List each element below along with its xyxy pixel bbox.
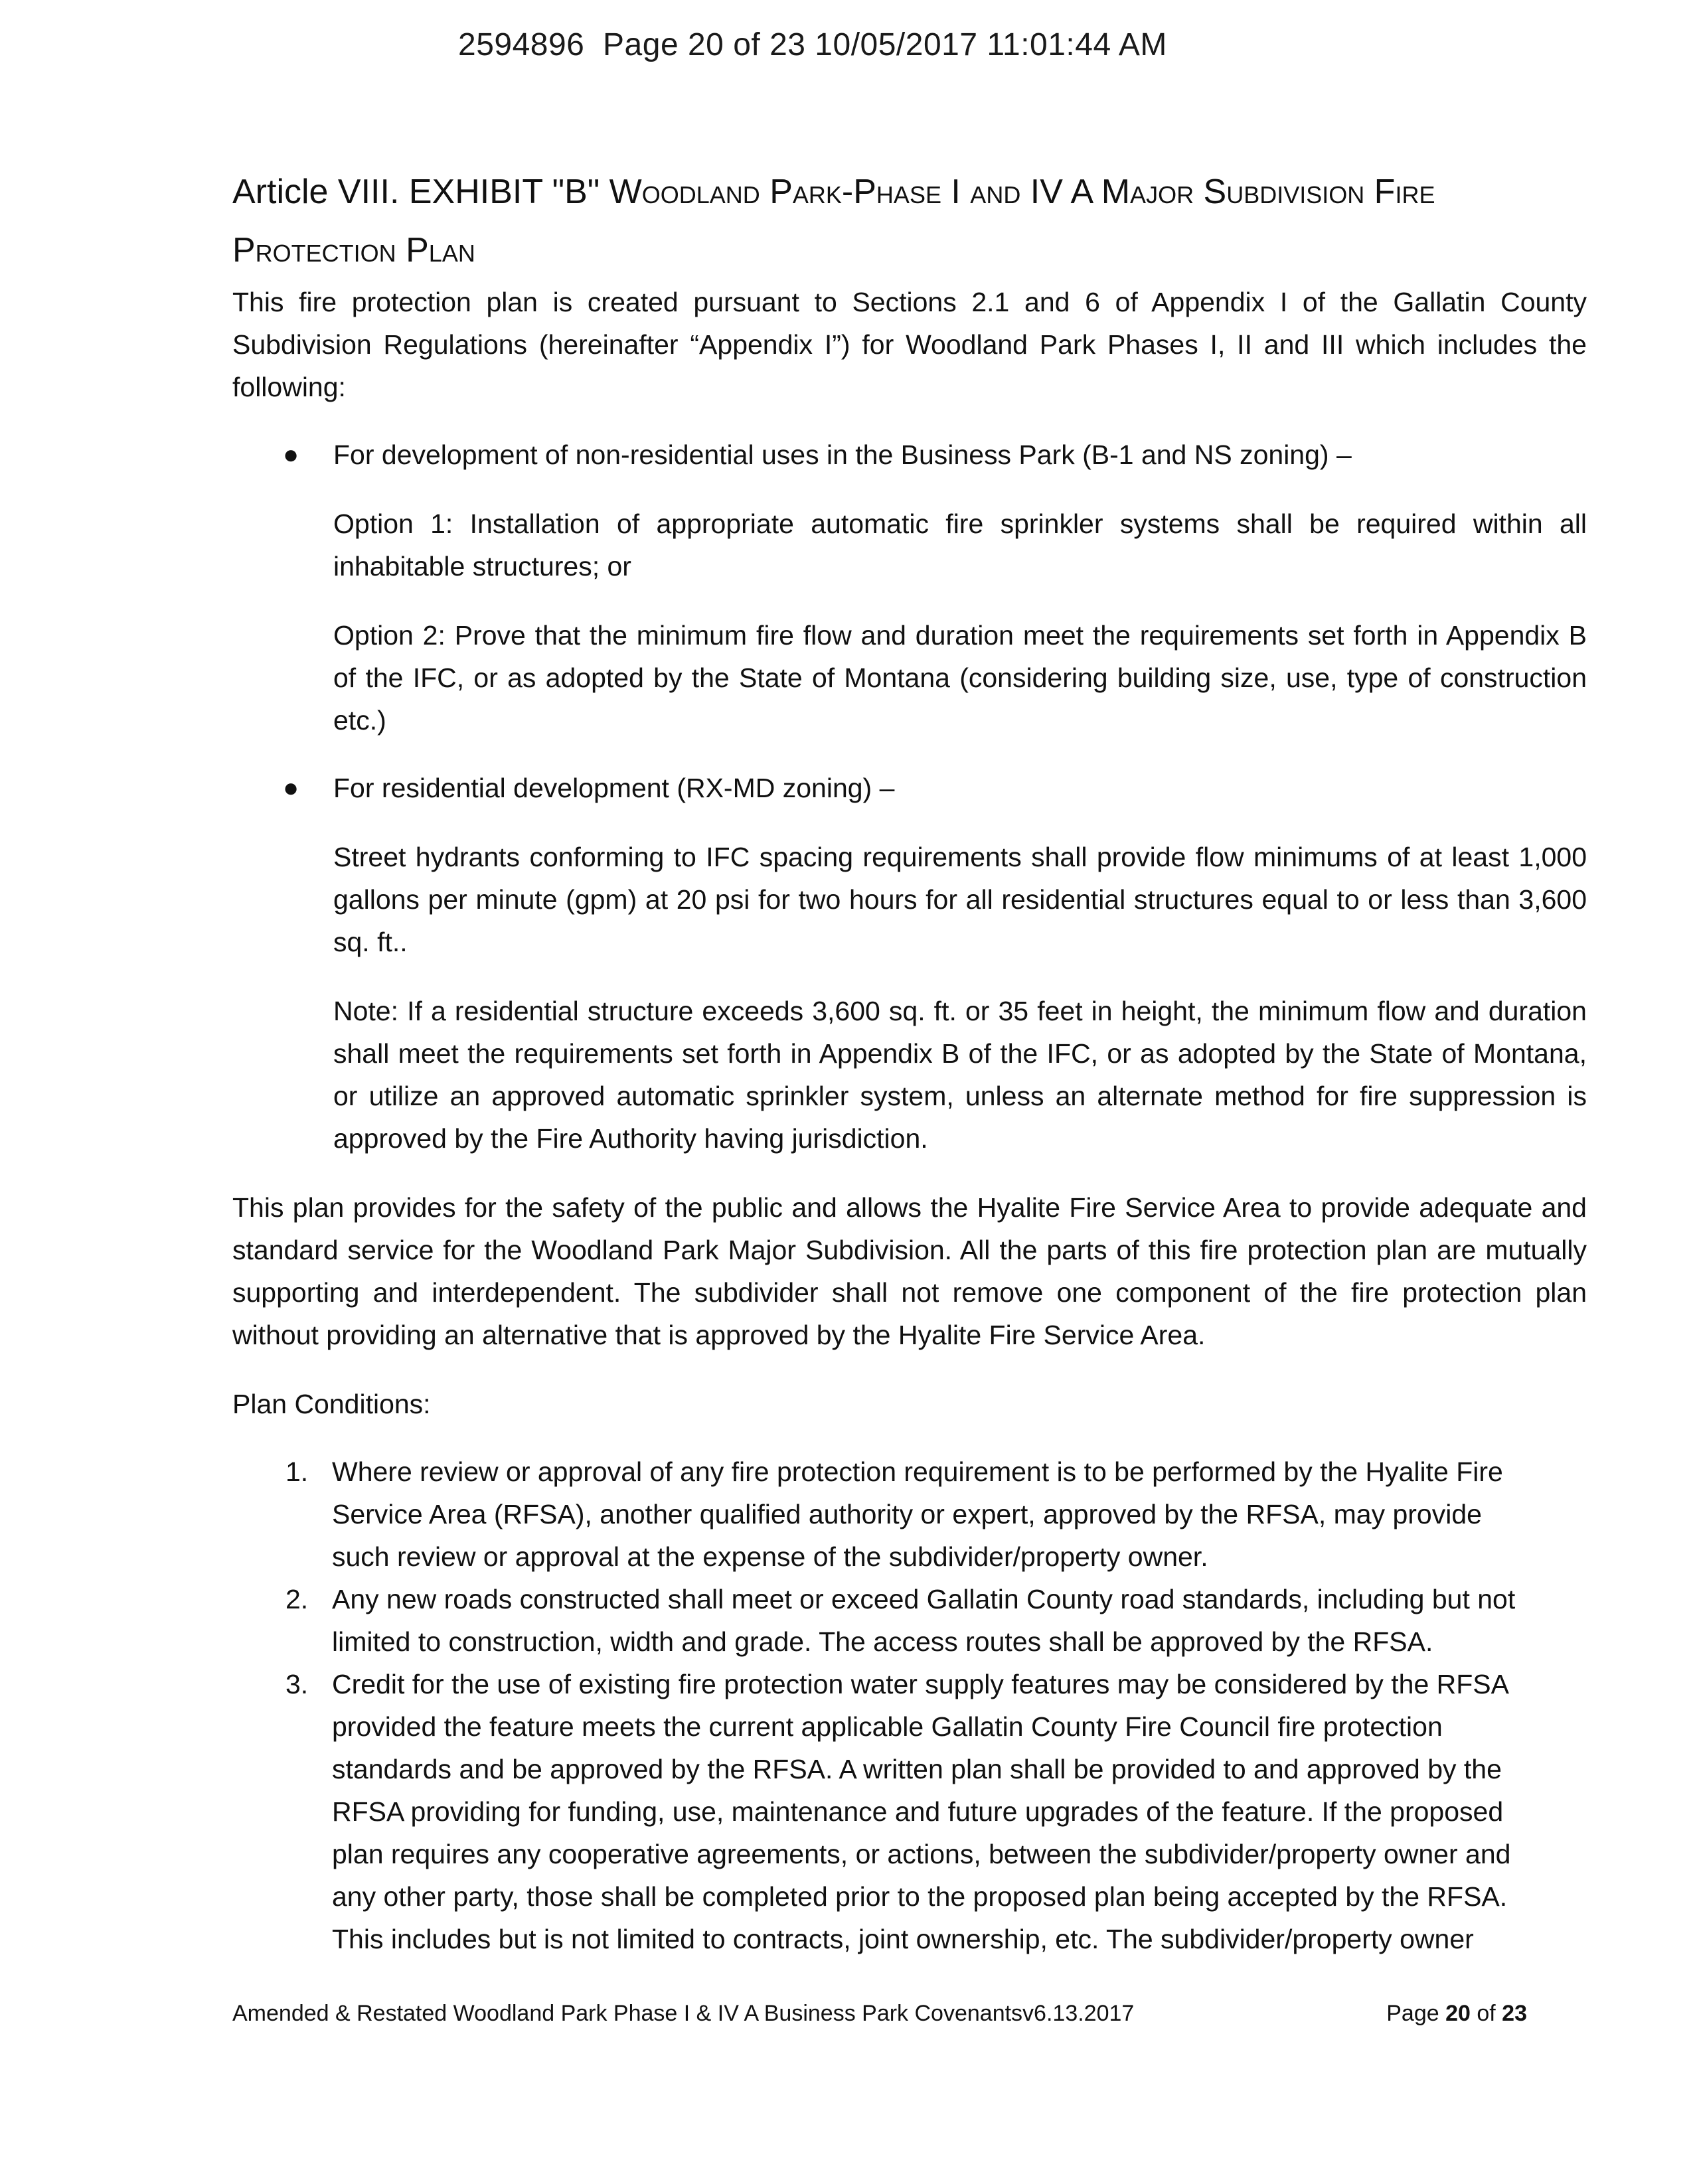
bullet-item-nonresidential xyxy=(232,433,1587,741)
list-item xyxy=(232,1663,1540,1960)
article-heading-prefix: Article VIII. EXHIBIT "B" xyxy=(232,173,609,211)
list-item xyxy=(232,1578,1540,1663)
bullet-label: For residential development (RX-MD zoning) – xyxy=(333,773,895,803)
conditions-list xyxy=(232,1450,1587,1960)
list-item-text: Where review or approval of any fire protection requirement is to be performed by the Hyalite Fire Service Area (RFSA), another qualified authority or expert, approved by the RFSA, may provide such review or approval at the expense of the subdivider/property owner. xyxy=(332,1456,1503,1572)
note-text: Note: If a residential structure exceeds 3,600 sq. ft. or 35 feet in height, the minimum flow and duration shall meet the requirements set forth in Appendix B of the IFC, or as adopted by the State of Montana, or utilize an approved automatic sprinkler system, unless an alternate method for fire suppression is approved by the Fire Authority having jurisdiction. xyxy=(333,996,1587,1154)
footer-page-total: 23 xyxy=(1502,2001,1527,2026)
safety-paragraph: This plan provides for the safety of the public and allows the Hyalite Fire Service Area to provide adequate and standard service for the Woodland Park Major Subdivision. All the parts of this fire protection plan are mutually supporting and interdependent. The subdivider shall not remove one component of the fire protection plan without providing an alternative that is approved by the Hyalite Fire Service Area. xyxy=(232,1192,1587,1350)
list-item-number: 3. xyxy=(285,1669,309,1699)
footer-page-number xyxy=(1386,2001,1527,2027)
intro-paragraph: This fire protection plan is created pursuant to Sections 2.1 and 6 of Appendix I of the Gallatin County Subdivision Regulations (hereinafter “Appendix I”) for Woodland Park Phases I, II and III which includes the following: xyxy=(232,287,1587,402)
article-heading-title: Woodland Park-Phase I and IV A Major Subdivision Fire Protection Plan xyxy=(232,173,1435,270)
requirements-list xyxy=(232,433,1587,1160)
bullet-dot-icon: ● xyxy=(283,773,299,803)
footer-page-current: 20 xyxy=(1445,2001,1471,2026)
conditions-heading: Plan Conditions: xyxy=(232,1389,431,1419)
option-2-text: Option 2: Prove that the minimum fire flow and duration meet the requirements set forth in Appendix B of the IFC, or as adopted by the State of Montana (considering building size, use, type of construction etc.) xyxy=(333,620,1587,736)
option-1-text: Option 1: Installation of appropriate automatic fire sprinkler systems shall be required within all inhabitable structures; or xyxy=(333,508,1587,582)
article-heading xyxy=(232,163,1587,279)
bullet-label: For development of non-residential uses in the Business Park (B-1 and NS zoning) – xyxy=(333,439,1352,470)
list-item-number: 1. xyxy=(285,1456,309,1487)
page-content xyxy=(232,163,1587,1960)
bullet-item-residential xyxy=(232,767,1587,1160)
list-item xyxy=(232,1450,1540,1578)
recording-stamp: 2594896 Page 20 of 23 10/05/2017 11:01:44 AM xyxy=(458,27,1167,62)
footer-page-word: Page xyxy=(1386,2001,1446,2026)
footer-document-title: Amended & Restated Woodland Park Phase I & IV A Business Park Covenantsv6.13.2017 xyxy=(232,2001,1135,2026)
list-item-text: Any new roads constructed shall meet or exceed Gallatin County road standards, including but not limited to construction, width and grade. The access routes shall be approved by the RFSA. xyxy=(332,1584,1516,1657)
bullet-dot-icon: ● xyxy=(283,440,299,469)
list-item-text: Credit for the use of existing fire protection water supply features may be considered by the RFSA provided the feature meets the current applicable Gallatin County Fire Council fire protection standards and be approved by the RFSA. A written plan shall be provided to and approved by the RFSA providing for funding, use, maintenance and future upgrades of the feature. If the proposed plan requires any cooperative agreements, or actions, between the subdivider/property owner and any other party, those shall be completed prior to the proposed plan being accepted by the RFSA. This includes but is not limited to contracts, joint ownership, etc. The subdivider/property owner xyxy=(332,1669,1511,1954)
list-item-number: 2. xyxy=(285,1584,309,1614)
footer-of-word: of xyxy=(1470,2001,1502,2026)
hydrant-requirement-text: Street hydrants conforming to IFC spacing requirements shall provide flow minimums of at least 1,000 gallons per minute (gpm) at 20 psi for two hours for all residential structures equal to or less than 3,600 sq. ft.. xyxy=(333,842,1587,957)
